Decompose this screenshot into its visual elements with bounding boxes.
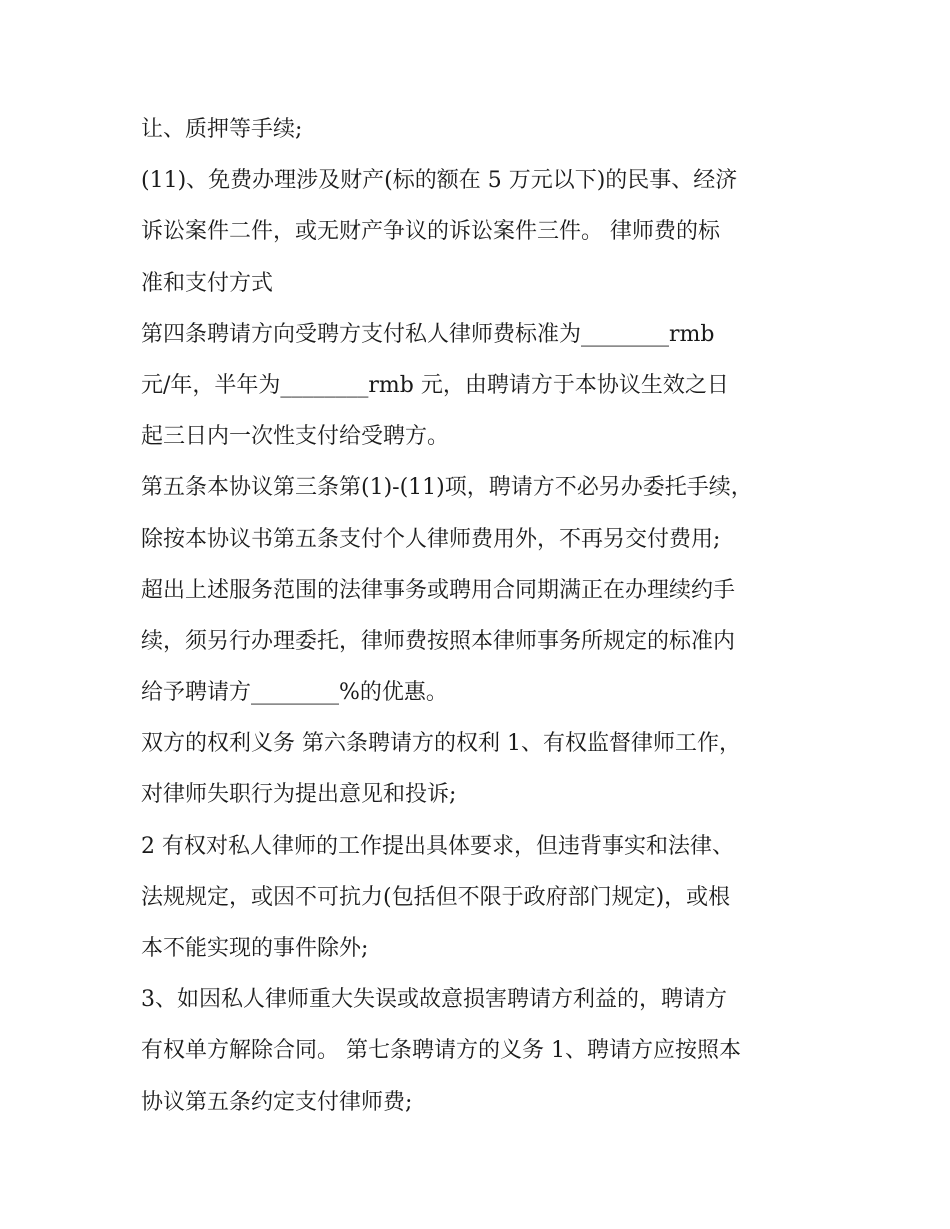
text-line: 双方的权利义务 第六条聘请方的权利 1、有权监督律师工作， xyxy=(141,731,741,757)
text-line: (11)、免费办理涉及财产(标的额在 5 万元以下)的民事、经济 xyxy=(141,168,738,194)
text-line: 第五条本协议第三条第(1)-(11)项，聘请方不必另办委托手续， xyxy=(141,475,753,501)
text-line: 有权单方解除合同。 第七条聘请方的义务 1、聘请方应按照本 xyxy=(141,1038,741,1064)
text-line: 给予聘请方________%的优惠。 xyxy=(141,680,448,706)
text-line: 续，须另行办理委托，律师费按照本律师事务所规定的标准内 xyxy=(141,628,736,654)
text-line: 3、如因私人律师重大失误或故意损害聘请方利益的，聘请方 xyxy=(141,987,727,1013)
text-line: 对律师失职行为提出意见和投诉; xyxy=(141,782,457,808)
text-line: 诉讼案件二件，或无财产争议的诉讼案件三件。 律师费的标 xyxy=(141,219,720,245)
text-line: 起三日内一次性支付给受聘方。 xyxy=(141,424,450,450)
text-line: 元/年，半年为________rmb 元，由聘请方于本协议生效之日 xyxy=(141,372,729,398)
document-body xyxy=(141,109,821,1133)
text-line: 准和支付方式 xyxy=(141,270,274,296)
text-line: 让、质押等手续; xyxy=(141,117,303,142)
text-line: 协议第五条约定支付律师费; xyxy=(141,1089,413,1115)
text-line: 超出上述服务范围的法律事务或聘用合同期满正在办理续约手 xyxy=(141,577,736,603)
text-line: 法规规定，或因不可抗力(包括但不限于政府部门规定)，或根 xyxy=(141,884,731,910)
text-line: 2 有权对私人律师的工作提出具体要求，但违背事实和法律、 xyxy=(141,833,734,859)
text-line: 第四条聘请方向受聘方支付私人律师费标准为________rmb xyxy=(141,321,715,347)
text-line: 除按本协议书第五条支付个人律师费用外，不再另交付费用; xyxy=(141,526,721,552)
text-line: 本不能实现的事件除外; xyxy=(141,936,369,961)
